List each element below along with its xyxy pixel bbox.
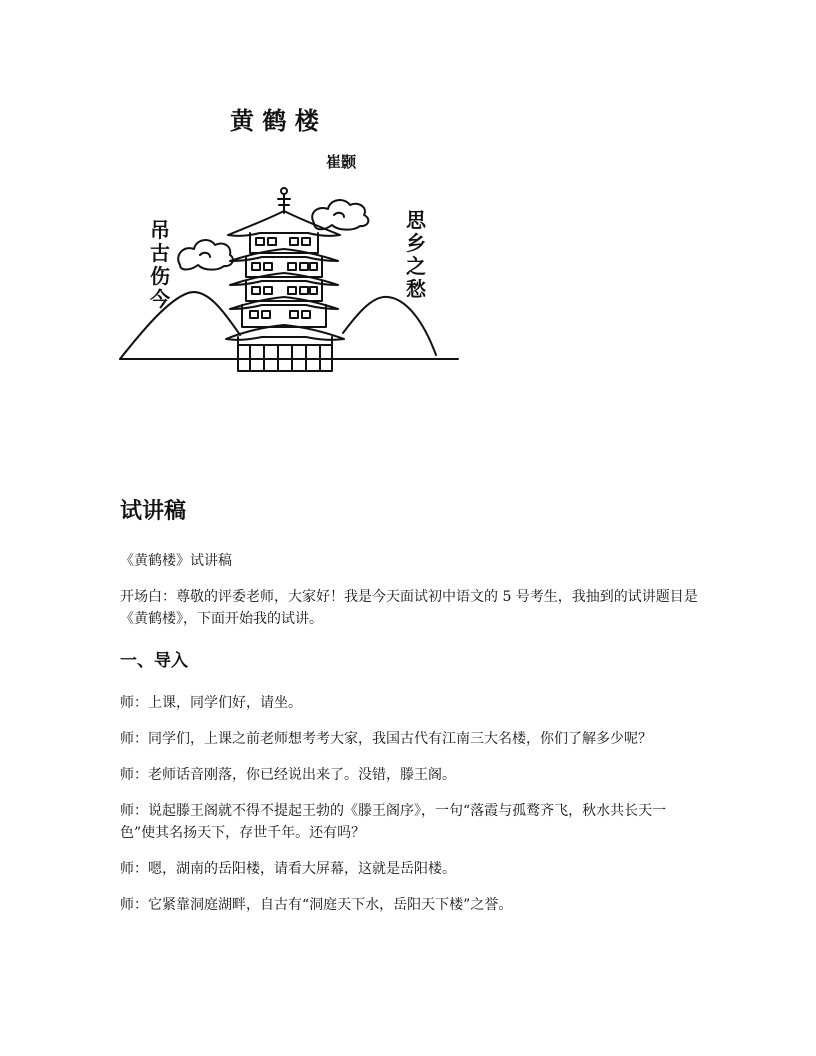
window	[256, 238, 264, 245]
dialogue-paragraph: 师：上课，同学们好，请坐。	[120, 695, 302, 711]
section-heading-introduction: 一、导入	[120, 651, 188, 671]
tower-drawing	[118, 95, 463, 380]
window	[300, 263, 308, 270]
floor-4	[242, 305, 326, 327]
left-cloud	[178, 240, 233, 270]
document-title: 试讲稿	[120, 499, 187, 524]
window	[290, 311, 298, 318]
left-vertical-char-2: 古	[150, 241, 170, 265]
right-vertical-char-2: 乡	[406, 231, 426, 255]
left-vertical-char-3: 伤	[150, 264, 170, 288]
window	[252, 287, 260, 294]
dialogue-paragraph: 师：嗯，湖南的岳阳楼，请看大屏幕，这就是岳阳楼。	[120, 861, 456, 877]
window	[300, 287, 308, 294]
document-subtitle: 《黄鹤楼》试讲稿	[120, 553, 232, 569]
roof-top	[228, 211, 340, 236]
window	[262, 311, 270, 318]
right-cloud	[312, 200, 368, 230]
left-mountain	[120, 292, 240, 359]
speech-document	[120, 492, 700, 930]
dialogue-paragraph: 师：同学们，上课之前老师想考考大家，我国古代有江南三大名楼，你们了解多少呢？	[120, 731, 652, 747]
window	[302, 238, 310, 245]
window	[252, 263, 260, 270]
left-vertical-char-1: 吊	[150, 218, 170, 242]
dialogue-paragraph: 师：老师话音刚落，你已经说出来了。没错，滕王阁。	[120, 767, 456, 783]
right-vertical-char-1: 思	[406, 208, 426, 232]
poem-title: 黄 鹤 楼	[230, 106, 319, 135]
window	[288, 263, 296, 270]
window	[268, 238, 276, 245]
yellow-crane-tower-illustration	[118, 95, 463, 380]
window	[250, 311, 258, 318]
left-vertical-char-4: 今	[150, 287, 170, 311]
window	[290, 238, 298, 245]
window	[264, 287, 272, 294]
right-vertical-char-4: 愁	[406, 277, 426, 301]
dialogue-paragraph: 师：说起滕王阁就不得不提起王勃的《滕王阁序》，一句“落霞与孤鹜齐飞，秋水共长天一色”使其名扬天下，存世千年。还有吗？	[120, 803, 667, 841]
window	[264, 263, 272, 270]
window	[302, 311, 310, 318]
opening-paragraph: 开场白：尊敬的评委老师，大家好！我是今天面试初中语文的 5 号考生，我抽到的试讲题目是《黄鹤楼》，下面开始我的试讲。	[120, 589, 698, 627]
window	[288, 287, 296, 294]
poem-author: 崔颢	[326, 153, 357, 171]
right-mountain	[343, 297, 436, 355]
tower-base	[238, 337, 332, 371]
window	[310, 287, 317, 294]
dialogue-paragraph: 师：它紧靠洞庭湖畔，自古有“洞庭天下水，岳阳天下楼”之誉。	[120, 897, 513, 913]
right-vertical-char-3: 之	[406, 254, 426, 278]
window	[310, 263, 317, 270]
